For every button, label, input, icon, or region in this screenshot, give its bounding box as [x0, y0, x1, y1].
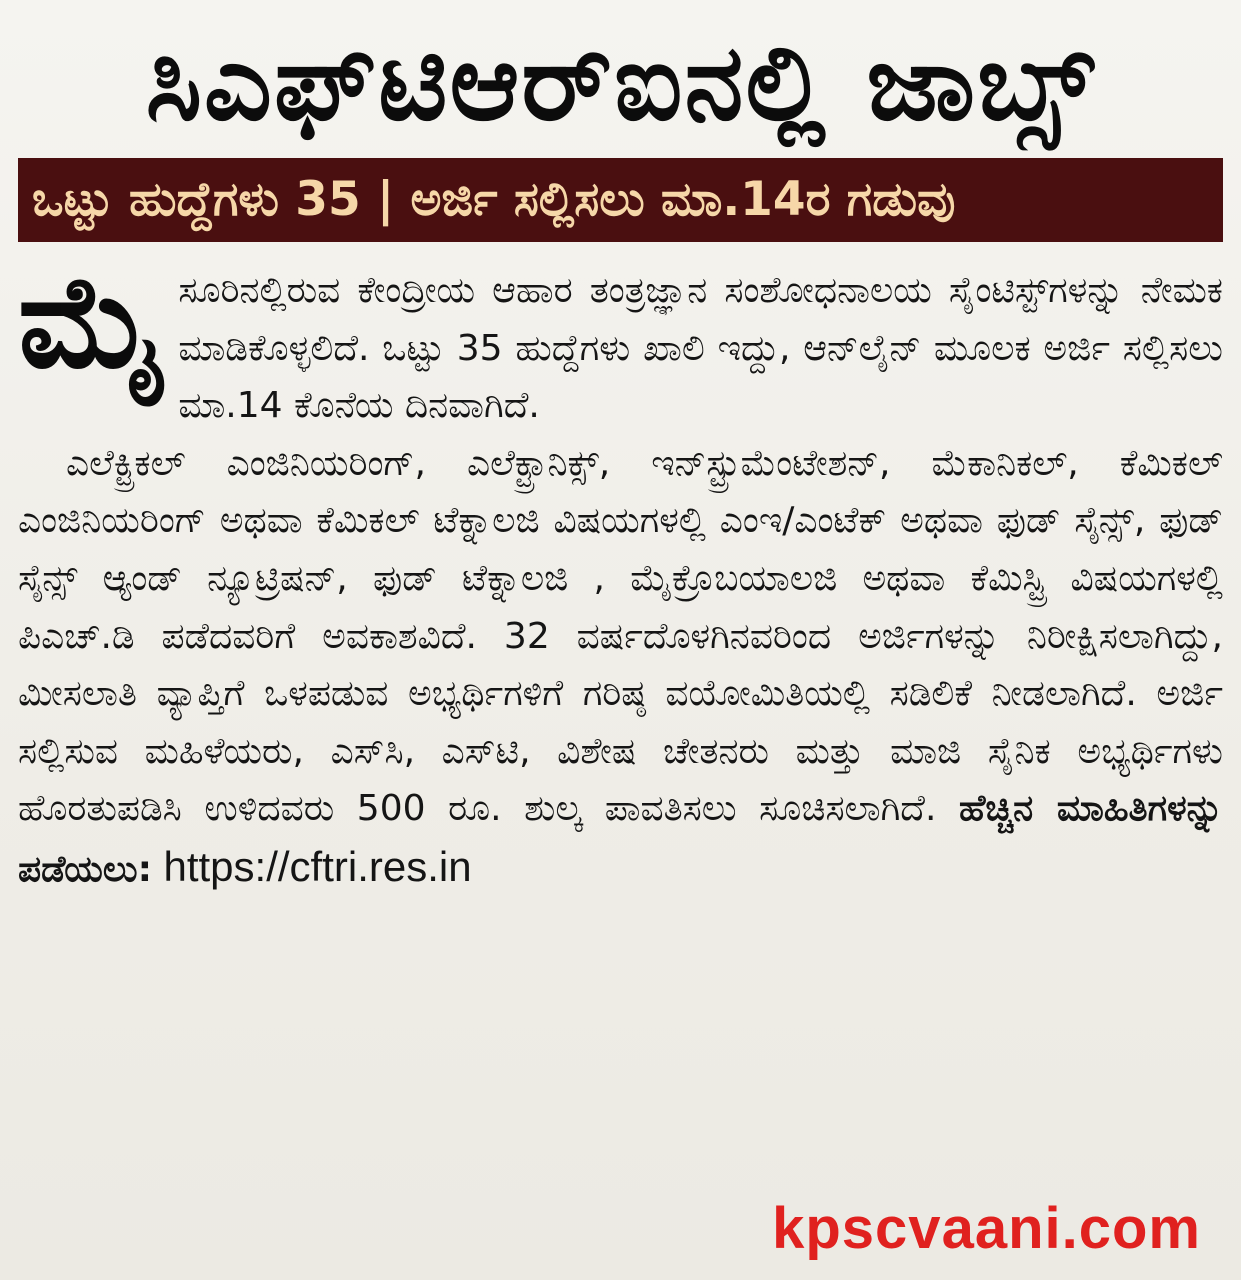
- watermark-text: kpscvaani.com: [772, 1196, 1201, 1261]
- more-info-text: ಹೆಚ್ಚಿನ ಮಾಹಿತಿಗಳನ್ನು ಪಡೆಯಲು:: [18, 788, 1223, 890]
- paragraph-1-text: ಸೂರಿನಲ್ಲಿರುವ ಕೇಂದ್ರೀಯ ಆಹಾರ ತಂತ್ರಜ್ಞಾನ ಸಂಶೋಧನಾಲಯ ಸೈಂಟಿಸ್ಟ್‌ಗಳನ್ನು ನೇಮಕ ಮಾಡಿಕೊಳ್ಳಲಿದೆ. ಒಟ್ಟು 35 ಹುದ್ದೆಗಳು ಖಾಲಿ ಇದ್ದು, ಆನ್‌ಲೈನ್ ಮೂಲಕ ಅರ್ಜಿ ಸಲ್ಲಿಸಲು ಮಾ.14 ಕೊನೆಯ ದಿನವಾಗಿದೆ.: [178, 270, 1223, 427]
- article-body: [18, 247, 1223, 899]
- website-url: https://cftri.res.in: [163, 842, 472, 890]
- subheading-banner: ಒಟ್ಟು ಹುದ್ದೆಗಳು 35 | ಅರ್ಜಿ ಸಲ್ಲಿಸಲು ಮಾ.14ರ ಗಡುವು: [18, 158, 1223, 242]
- article-paragraph-2: [18, 435, 1223, 899]
- article-paragraph-1: [18, 247, 1223, 435]
- headline: ಸಿಎಫ್‌ಟಿಆರ್‌ಐನಲ್ಲಿ ಜಾಬ್ಸ್: [145, 21, 1096, 144]
- drop-cap: ಮೈ: [18, 247, 167, 397]
- paragraph-2-text: ಎಲೆಕ್ಟ್ರಿಕಲ್ ಎಂಜಿನಿಯರಿಂಗ್, ಎಲೆಕ್ಟ್ರಾನಿಕ್ಸ್, ಇನ್‌ಸ್ಟ್ರುಮೆಂಟೇಶನ್, ಮೆಕಾನಿಕಲ್, ಕೆಮಿಕಲ್ ಎಂಜಿನಿಯರಿಂಗ್ ಅಥವಾ ಕೆಮಿಕಲ್ ಟೆಕ್ನಾಲಜಿ ವಿಷಯಗಳಲ್ಲಿ ಎಂಇ/ಎಂಟೆಕ್ ಅಥವಾ ಫುಡ್ ಸೈನ್ಸ್, ಫುಡ್ ಸೈನ್ಸ್ ಆ್ಯಂಡ್ ನ್ಯೂಟ್ರಿಷನ್, ಫುಡ್ ಟೆಕ್ನಾಲಜಿ , ಮೈಕ್ರೊಬಯಾಲಜಿ ಅಥವಾ ಕೆಮಿಸ್ಟ್ರಿ ವಿಷಯಗಳಲ್ಲಿ ಪಿಎಚ್.ಡಿ ಪಡೆದವರಿಗೆ ಅವಕಾಶವಿದೆ. 32 ವರ್ಷದೊಳಗಿನವರಿಂದ ಅರ್ಜಿಗಳನ್ನು ನಿರೀಕ್ಷಿಸಲಾಗಿದ್ದು, ಮೀಸಲಾತಿ ವ್ಯಾಪ್ತಿಗೆ ಒಳಪಡುವ ಅಭ್ಯರ್ಥಿಗಳಿಗೆ ಗರಿಷ್ಠ ವಯೋಮಿತಿಯಲ್ಲಿ ಸಡಿಲಿಕೆ ನೀಡಲಾಗಿದೆ. ಅರ್ಜಿ ಸಲ್ಲಿಸುವ ಮಹಿಳೆಯರು, ಎಸ್‌ಸಿ, ಎಸ್‌ಟಿ, ವಿಶೇಷ ಚೇತನರು ಮತ್ತು ಮಾಜಿ ಸೈನಿಕ ಅಭ್ಯರ್ಥಿಗಳು ಹೊರತುಪಡಿಸಿ ಉಳಿದವರು 500 ರೂ. ಶುಲ್ಕ ಪಾವತಿಸಲು ಸೂಚಿಸಲಾಗಿದೆ.: [18, 442, 1223, 830]
